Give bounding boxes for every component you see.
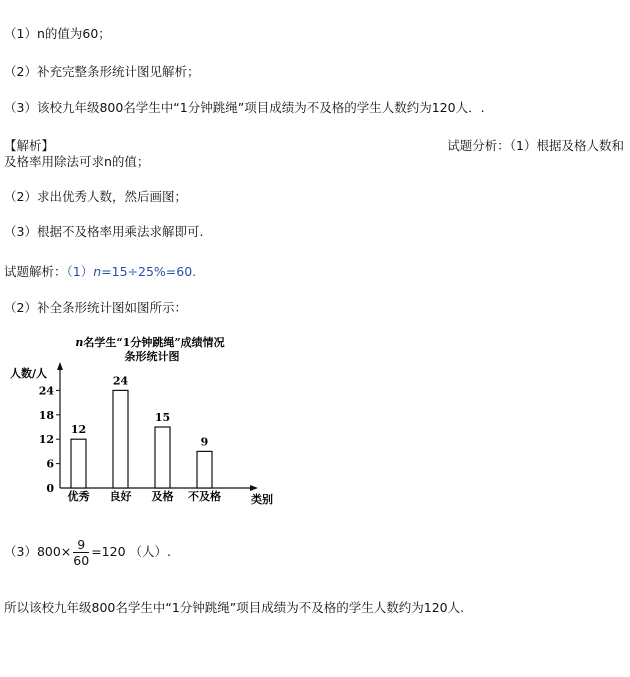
bar-chart: [4, 330, 294, 515]
answer-3: （3）该校九年级800名学生中“1分钟跳绳”项目成绩为不及格的学生人数约为120人．.: [4, 100, 485, 115]
solution-label: 试题解析：: [4, 264, 67, 279]
analysis-intro: 试题分析：（1）根据及格人数和: [447, 138, 624, 153]
chart-title: n名学生“1分钟跳绳”成绩情况: [75, 336, 225, 349]
bar-value-label: 15: [154, 411, 171, 424]
x-axis-arrow: [250, 485, 258, 491]
bar-3: [155, 427, 170, 488]
answer-2: （2）补充完整条形统计图见解析；: [4, 64, 200, 79]
y-tick-label: 24: [38, 384, 54, 398]
solution-step-1: [4, 262, 196, 280]
conclusion: 所以该校九年级800名学生中“1分钟跳绳”项目成绩为不及格的学生人数约为120人.: [4, 600, 465, 615]
category-label: 不及格: [188, 490, 221, 503]
y-axis-arrow: [57, 362, 63, 370]
category-label: 良好: [109, 490, 132, 503]
bar-2: [113, 390, 128, 488]
analysis-heading: 【解析】: [4, 138, 55, 153]
category-label: 优秀: [67, 490, 90, 503]
calc-line: （3）800× $\frac{9}{60}$ =120 （人）.: [4, 537, 171, 568]
category-label: 及格: [151, 490, 174, 503]
answer-1: （1）n的值为60；: [4, 26, 111, 41]
y-tick-label: 0: [46, 482, 54, 495]
bar-4: [197, 451, 212, 488]
fraction: $\frac{9}{60}$: [73, 537, 90, 568]
analysis-step-1: 及格率用除法可求n的值；: [4, 154, 150, 169]
y-tick-label: 6: [46, 457, 54, 471]
bar-value-label: 24: [112, 374, 129, 388]
y-tick-label: 12: [38, 433, 54, 447]
y-tick-label: 18: [38, 408, 54, 422]
y-axis-label: 人数/人: [10, 367, 48, 380]
x-axis-label: 类别: [251, 493, 273, 506]
solution-step-2: （2）补全条形统计图如图所示：: [4, 300, 187, 315]
solution-formula: （1）n=15÷25%=60.: [66, 264, 197, 279]
analysis-step-2: （2）求出优秀人数，然后画图；: [4, 189, 187, 204]
bar-value-label: 12: [70, 423, 87, 437]
chart-subtitle: 条形统计图: [124, 350, 180, 363]
bar-1: [71, 439, 86, 488]
bar-value-label: 9: [200, 435, 209, 449]
analysis-step-3: （3）根据不及格率用乘法求解即可.: [4, 224, 204, 239]
